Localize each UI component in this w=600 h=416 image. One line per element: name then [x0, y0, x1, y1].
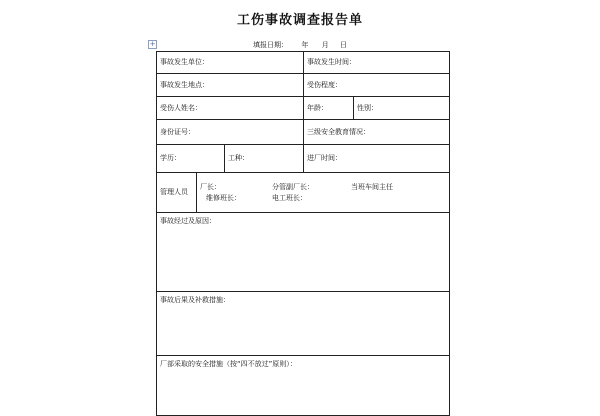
page-title: 工伤事故调查报告单 — [236, 13, 363, 28]
fill-date-label: 填报日期： — [253, 41, 288, 49]
cell-accident-time[interactable]: 事故发生时间： — [304, 52, 450, 74]
cell-safety-education[interactable]: 三级安全教育情况： — [304, 120, 450, 145]
repair-leader-label: 维修班长： — [206, 193, 241, 202]
cell-gender[interactable]: 性别： — [354, 97, 450, 120]
cell-injury-level[interactable]: 受伤程度： — [304, 74, 450, 97]
cell-accident-location[interactable]: 事故发生地点： — [157, 74, 304, 97]
report-form-table — [156, 51, 450, 416]
cell-education[interactable]: 学历： — [157, 145, 225, 173]
cell-accident-process[interactable]: 事故经过及原因： — [157, 213, 450, 292]
cell-accident-unit[interactable]: 事故发生单位： — [157, 52, 304, 74]
fill-date-year: 年 — [301, 41, 309, 49]
fill-date-month: 月 — [321, 41, 329, 49]
table-move-handle-icon[interactable]: + — [149, 40, 156, 48]
cell-entry-date[interactable]: 进厂时间： — [304, 145, 450, 173]
shift-director-label: 当班车间主任 — [351, 182, 393, 191]
cell-consequence-remedy[interactable]: 事故后果及补救措施： — [157, 292, 450, 356]
electric-leader-label: 电工班长： — [272, 193, 307, 202]
fill-date-day: 日 — [339, 41, 347, 49]
cell-age[interactable]: 年龄： — [304, 97, 354, 120]
factory-director-label: 厂长： — [200, 182, 221, 191]
fill-date — [253, 40, 347, 50]
management-grid — [200, 177, 446, 209]
cell-management-staff[interactable] — [197, 173, 450, 213]
cell-safety-measures[interactable]: 厂部采取的安全措施（按“四不放过”原则）： — [157, 356, 450, 416]
cell-id-number[interactable]: 身份证号： — [157, 120, 304, 145]
cell-injured-name[interactable]: 受伤人姓名： — [157, 97, 304, 120]
cell-management-label: 管理人员 — [157, 173, 197, 213]
cell-job-type[interactable]: 工种： — [225, 145, 304, 173]
deputy-director-label: 分管副厂长： — [272, 182, 314, 191]
